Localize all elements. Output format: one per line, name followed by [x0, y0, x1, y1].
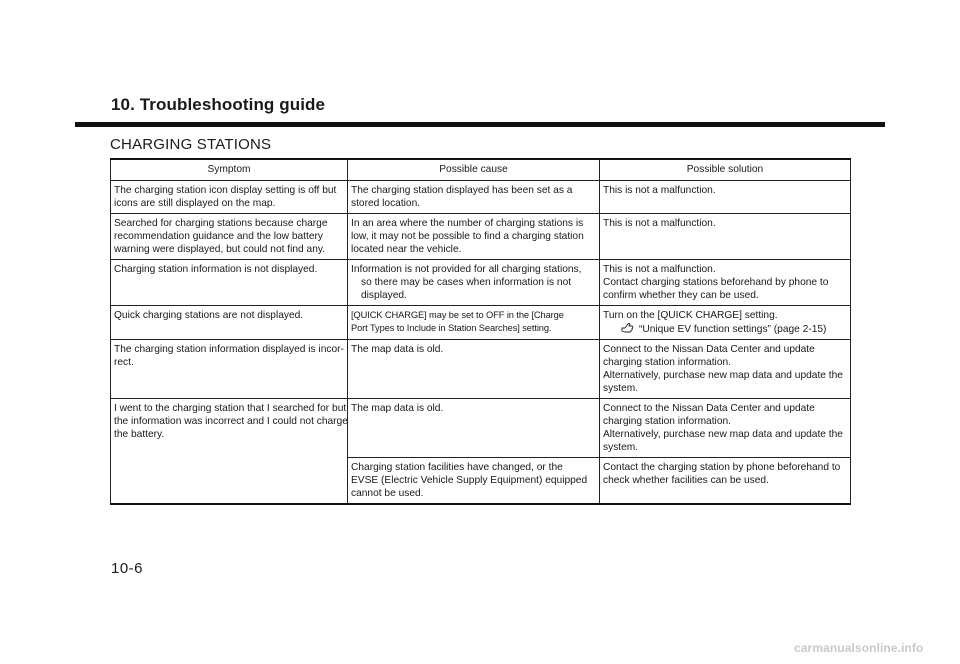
table-row — [111, 306, 851, 340]
solution-text: Alternatively, purchase new map data and update the — [603, 370, 843, 381]
solution-cell — [600, 306, 851, 340]
cause-cell — [348, 260, 600, 306]
symptom-text: icons are still displayed on the map. — [114, 198, 276, 209]
symptom-text: Charging station information is not displayed. — [114, 264, 318, 275]
reference-link-text[interactable]: “Unique EV function settings” (page 2-15) — [639, 324, 827, 335]
cause-text: Charging station facilities have changed, or the — [351, 462, 563, 473]
symptom-text: Searched for charging stations because charge — [114, 218, 328, 229]
header-rule — [75, 122, 885, 127]
table-header-row — [111, 159, 851, 181]
table-row — [111, 399, 851, 458]
reference-pointer-icon — [621, 322, 634, 333]
symptom-text: the information was incorrect and I could not charge — [114, 416, 348, 427]
page-number: 10-6 — [111, 560, 144, 577]
solution-text: This is not a malfunction. — [603, 185, 716, 196]
solution-text: system. — [603, 383, 639, 394]
table-row — [111, 181, 851, 214]
watermark-text: carmanualsonline.info — [794, 641, 924, 655]
cause-text: In an area where the number of charging stations is — [351, 218, 584, 229]
cause-text: [QUICK CHARGE] may be set to OFF in the [Charge — [351, 310, 564, 320]
solution-text: Contact the charging station by phone beforehand to — [603, 462, 841, 473]
solution-text: Turn on the [QUICK CHARGE] setting. — [603, 310, 778, 321]
solution-text: Contact charging stations beforehand by phone to — [603, 277, 829, 288]
solution-text: This is not a malfunction. — [603, 218, 716, 229]
table-row — [111, 340, 851, 399]
cause-text: The charging station displayed has been set as a — [351, 185, 573, 196]
cause-cell — [348, 306, 600, 340]
symptom-text: Quick charging stations are not displayed. — [114, 310, 304, 321]
solution-cell — [600, 340, 851, 399]
solution-text: charging station information. — [603, 416, 731, 427]
cause-cell — [348, 458, 600, 505]
solution-text: system. — [603, 442, 639, 453]
section-title: CHARGING STATIONS — [110, 136, 272, 153]
cause-text: stored location. — [351, 198, 421, 209]
solution-text: Alternatively, purchase new map data and update the — [603, 429, 843, 440]
cause-text: EVSE (Electric Vehicle Supply Equipment) equipped — [351, 475, 588, 486]
symptom-text: I went to the charging station that I searched for but — [114, 403, 347, 414]
cause-cell — [348, 340, 600, 399]
symptom-text: the battery. — [114, 429, 165, 440]
reference-line — [603, 322, 847, 336]
cause-cell — [348, 214, 600, 260]
symptom-cell — [111, 181, 348, 214]
solution-text: confirm whether they can be used. — [603, 290, 759, 301]
symptom-cell — [111, 260, 348, 306]
column-header-solution: Possible solution — [600, 159, 851, 181]
table-row — [111, 260, 851, 306]
symptom-text: The charging station information displayed is incor- — [114, 344, 344, 355]
solution-cell — [600, 181, 851, 214]
cause-text: The map data is old. — [351, 403, 444, 414]
troubleshooting-table — [110, 158, 851, 505]
solution-text: check whether facilities can be used. — [603, 475, 769, 486]
column-header-symptom: Symptom — [111, 159, 348, 181]
cause-text: Port Types to Include in Station Searches] setting. — [351, 323, 552, 333]
cause-cell — [348, 181, 600, 214]
symptom-cell — [111, 340, 348, 399]
cause-text: The map data is old. — [351, 344, 444, 355]
cause-cell — [348, 399, 600, 458]
cause-text: low, it may not be possible to find a charging station — [351, 231, 584, 242]
chapter-title: 10. Troubleshooting guide — [111, 95, 326, 114]
solution-cell — [600, 260, 851, 306]
solution-cell — [600, 214, 851, 260]
solution-text: Connect to the Nissan Data Center and update — [603, 344, 815, 355]
cause-text: so there may be cases when information is not — [361, 277, 572, 288]
solution-text: Connect to the Nissan Data Center and update — [603, 403, 815, 414]
symptom-cell — [111, 399, 348, 505]
cause-text: located near the vehicle. — [351, 244, 462, 255]
symptom-text: The charging station icon display setting is off but — [114, 185, 337, 196]
symptom-text: warning were displayed, but could not find any. — [114, 244, 326, 255]
solution-cell — [600, 458, 851, 505]
symptom-text: recommendation guidance and the low battery — [114, 231, 323, 242]
symptom-cell — [111, 214, 348, 260]
column-header-cause: Possible cause — [348, 159, 600, 181]
cause-text: Information is not provided for all charging stations, — [351, 264, 582, 275]
cause-text: displayed. — [361, 290, 407, 301]
symptom-cell — [111, 306, 348, 340]
table-row — [111, 214, 851, 260]
symptom-text: rect. — [114, 357, 134, 368]
cause-text: cannot be used. — [351, 488, 424, 499]
solution-text: charging station information. — [603, 357, 731, 368]
solution-cell — [600, 399, 851, 458]
solution-text: This is not a malfunction. — [603, 264, 716, 275]
